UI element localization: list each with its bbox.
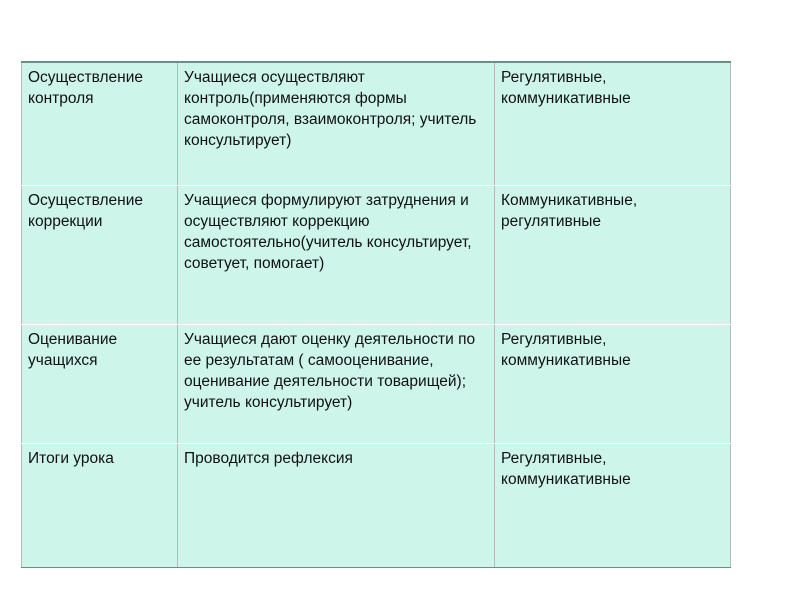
table-row — [22, 186, 731, 325]
activity-cell — [178, 444, 495, 568]
uud-cell — [495, 62, 731, 186]
uud-cell — [495, 186, 731, 325]
activity-text: Учащиеся дают оценку деятельности по ее результатам ( самооценивание, оценивание деятельности товарищей); учитель консультирует) — [184, 331, 476, 411]
lesson-stages-table-container — [21, 61, 730, 568]
stage-text: Осуществление коррекции — [28, 192, 143, 230]
stage-text: Оценивание учащихся — [28, 331, 118, 369]
activity-cell — [178, 62, 495, 186]
table-row — [22, 325, 731, 444]
activity-text: Учащиеся формулируют затруднения и осуществляют коррекцию самостоятельно(учитель консультирует, советует, помогает) — [184, 192, 472, 272]
activity-cell — [178, 186, 495, 325]
uud-text: Регулятивные, коммуникативные — [501, 450, 631, 488]
stage-cell — [22, 62, 178, 186]
activity-cell — [178, 325, 495, 444]
lesson-stages-table — [21, 61, 731, 568]
uud-text: Регулятивные, коммуникативные — [501, 69, 631, 107]
stage-cell — [22, 325, 178, 444]
stage-text: Осуществление контроля — [28, 69, 143, 107]
table-row — [22, 444, 731, 568]
stage-cell — [22, 444, 178, 568]
uud-text: Коммуникативные, регулятивные — [501, 192, 638, 230]
uud-text: Регулятивные, коммуникативные — [501, 331, 631, 369]
activity-text: Проводится рефлексия — [184, 450, 353, 467]
table-row — [22, 62, 731, 186]
uud-cell — [495, 444, 731, 568]
activity-text: Учащиеся осуществляют контроль(применяются формы самоконтроля, взаимоконтроля; учитель консультирует) — [184, 69, 477, 149]
stage-text: Итоги урока — [28, 450, 114, 467]
uud-cell — [495, 325, 731, 444]
stage-cell — [22, 186, 178, 325]
